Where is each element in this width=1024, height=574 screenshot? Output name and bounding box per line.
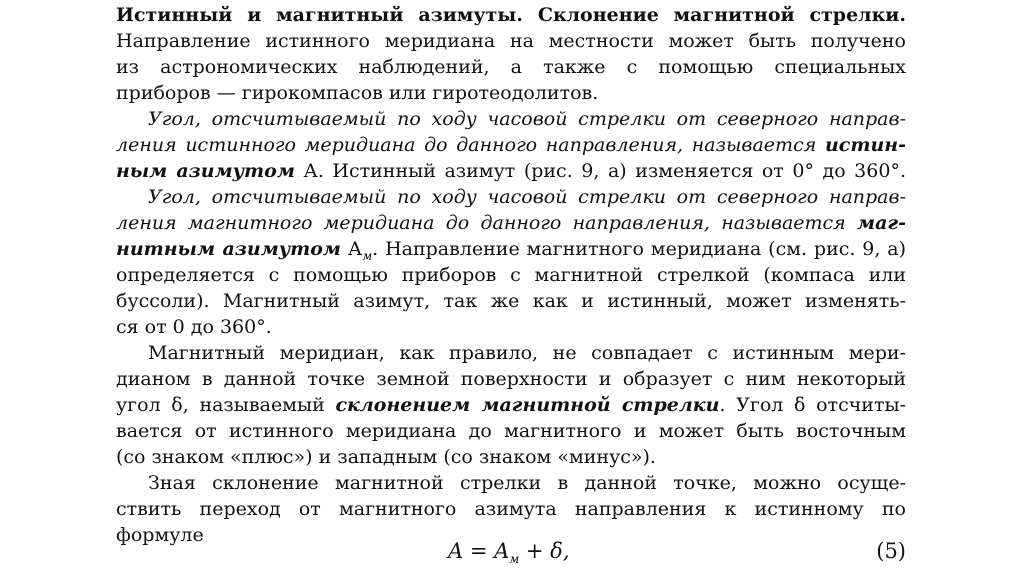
text-span: А. Истинный азимут (рис. 9, а) изменяется от 0° до 360°. <box>303 160 906 182</box>
text-line: Магнитный меридиан, как правило, не совпадает с истинным мери- <box>148 342 906 364</box>
text-line: Зная склонение магнитной стрелки в данной точке, можно осуще- <box>148 472 906 494</box>
text-span: ления магнитного меридиана до данного направления, называется <box>116 212 846 234</box>
text-span: угол δ, называемый <box>116 394 325 416</box>
text-line <box>116 236 906 262</box>
text-line: ствить переход от магнитного азимута направления к истинному по <box>116 498 906 520</box>
equation-number: (5) <box>876 539 906 563</box>
formula <box>448 538 570 572</box>
symbol-subscript: м <box>362 248 373 263</box>
text-line: Угол, отсчитываемый по ходу часовой стрелки от северного направ- <box>148 186 906 208</box>
section-heading: Истинный и магнитный азимуты. Склонение магнитной стрелки. <box>116 4 906 26</box>
text-line: (со знаком «плюс») и западным (со знаком «минус»). <box>116 446 656 468</box>
text-span: ления истинного меридиана до данного направления, называется <box>116 134 817 156</box>
term-span: нитным азимутом <box>116 238 341 260</box>
text-line: из астрономических наблюдений, а также с помощью специальных <box>116 56 906 78</box>
text-line <box>116 158 906 184</box>
text-span: . Угол δ отсчиты- <box>719 394 906 416</box>
term-span: склонением магнитной стрелки <box>335 394 720 416</box>
text-line: дианом в данной точке земной поверхности и образует с ним некоторый <box>116 368 906 390</box>
symbol-base: А <box>347 238 363 260</box>
text-line: определяется с помощью приборов с магнитной стрелкой (компаса или <box>116 264 906 286</box>
text-line: буссоли). Магнитный азимут, так же как и истинный, может изменять- <box>116 290 906 312</box>
term-span: маг- <box>857 212 906 234</box>
formula-lhs: A = A <box>448 539 510 563</box>
text-line: Направление истинного меридиана на местности может быть получено <box>116 30 906 52</box>
text-line <box>116 132 906 158</box>
term-span: истин- <box>824 134 906 156</box>
formula-subscript: м <box>509 552 520 567</box>
term-span: ным азимутом <box>116 160 295 182</box>
text-line: вается от истинного меридиана до магнитного и может быть восточным <box>116 420 906 442</box>
text-line <box>116 392 906 418</box>
text-line: ся от 0 до 360°. <box>116 316 272 338</box>
text-line <box>116 210 906 236</box>
symbol-span <box>347 238 906 263</box>
text-line: приборов — гирокомпасов или гиротеодолитов. <box>116 82 599 104</box>
text-line: Угол, отсчитываемый по ходу часовой стрелки от северного направ- <box>148 108 906 130</box>
formula-rhs: + δ, <box>519 539 570 563</box>
text-line: формуле <box>116 524 204 546</box>
text-span: . Направление магнитного меридиана (см. рис. 9, а) <box>372 238 906 260</box>
